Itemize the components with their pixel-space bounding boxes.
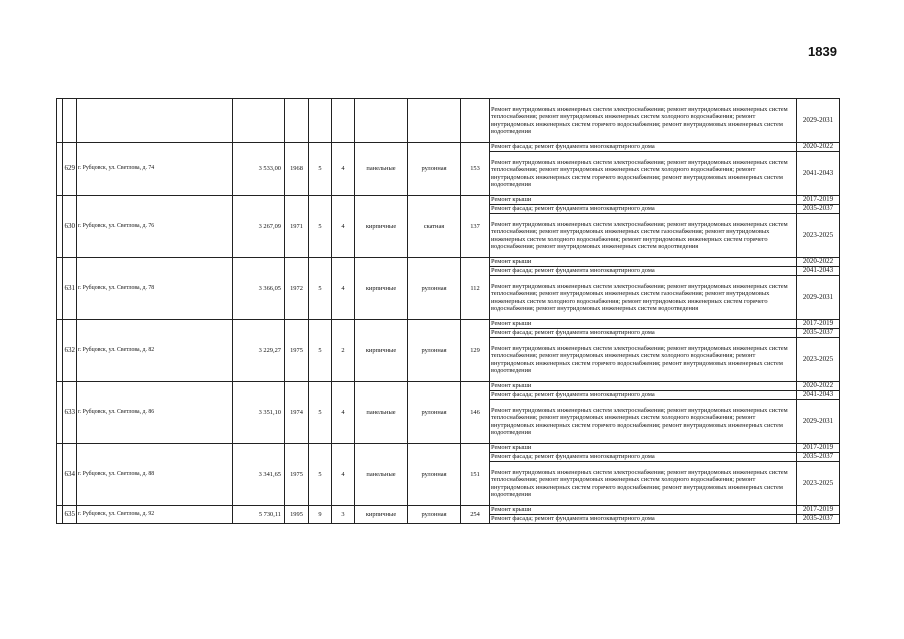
house-address: г. Рубцовск, ул. Светлова, д. 86	[77, 382, 233, 444]
work-description: Ремонт крыши	[490, 320, 797, 329]
build-year: 1995	[285, 506, 309, 524]
work-period: 2017-2019	[797, 506, 840, 515]
wall-material: панельные	[355, 143, 408, 196]
work-description: Ремонт фасада; ремонт фундамента многоквартирного дома	[490, 515, 797, 524]
roof-type: рулонная	[408, 444, 461, 506]
apartments-count: 151	[461, 444, 490, 506]
work-period: 2020-2022	[797, 382, 840, 391]
work-description: Ремонт фасада; ремонт фундамента многоквартирного дома	[490, 391, 797, 400]
work-description: Ремонт внутридомовых инженерных систем электроснабжения; ремонт внутридомовых инженерных систем теплоснабжения; ремонт внутридомовых инженерных систем холодного водоснабжения; ремонт внутридомовых инженерных систем горячего водоснабжения; ремонт внутридомовых инженерных систем водоотведения	[490, 99, 797, 143]
row-number: 632	[63, 320, 77, 382]
apartments-count: 254	[461, 506, 490, 524]
empty-cell	[461, 99, 490, 143]
entrances-count: 4	[332, 444, 355, 506]
empty-cell	[63, 99, 77, 143]
build-year: 1971	[285, 196, 309, 258]
work-period: 2041-2043	[797, 391, 840, 400]
total-area: 3 351,10	[233, 382, 285, 444]
work-description: Ремонт фасада; ремонт фундамента многоквартирного дома	[490, 329, 797, 338]
work-description: Ремонт крыши	[490, 382, 797, 391]
build-year: 1975	[285, 444, 309, 506]
build-year: 1974	[285, 382, 309, 444]
roof-type: рулонная	[408, 506, 461, 524]
total-area: 3 366,05	[233, 258, 285, 320]
apartments-count: 112	[461, 258, 490, 320]
house-address: г. Рубцовск, ул. Светлова, д. 88	[77, 444, 233, 506]
wall-material: кирпичные	[355, 320, 408, 382]
work-period: 2023-2025	[797, 338, 840, 382]
work-period: 2017-2019	[797, 444, 840, 453]
house-address: г. Рубцовск, ул. Светлова, д. 74	[77, 143, 233, 196]
house-address: г. Рубцовск, ул. Светлова, д. 92	[77, 506, 233, 524]
empty-cell	[408, 99, 461, 143]
work-description: Ремонт фасада; ремонт фундамента многоквартирного дома	[490, 267, 797, 276]
work-period: 2029-2031	[797, 99, 840, 143]
build-year: 1975	[285, 320, 309, 382]
apartments-count: 153	[461, 143, 490, 196]
floors-count: 9	[309, 506, 332, 524]
roof-type: рулонная	[408, 258, 461, 320]
wall-material: панельные	[355, 444, 408, 506]
apartments-count: 129	[461, 320, 490, 382]
work-period: 2029-2031	[797, 400, 840, 444]
total-area: 3 341,65	[233, 444, 285, 506]
page-number: 1839	[808, 44, 837, 59]
apartments-count: 137	[461, 196, 490, 258]
table-row	[57, 196, 840, 205]
work-period: 2035-2037	[797, 205, 840, 214]
work-period: 2020-2022	[797, 143, 840, 152]
work-description: Ремонт внутридомовых инженерных систем электроснабжения; ремонт внутридомовых инженерных систем теплоснабжения; ремонт внутридомовых инженерных систем холодного водоснабжения; ремонт внутридомовых инженерных систем горячего водоснабжения; ремонт внутридомовых инженерных систем водоотведения	[490, 152, 797, 196]
row-number: 630	[63, 196, 77, 258]
entrances-count: 4	[332, 258, 355, 320]
roof-type: рулонная	[408, 143, 461, 196]
work-description: Ремонт крыши	[490, 444, 797, 453]
row-number: 634	[63, 444, 77, 506]
table-row	[57, 258, 840, 267]
work-description: Ремонт фасада; ремонт фундамента многоквартирного дома	[490, 205, 797, 214]
work-description: Ремонт внутридомовых инженерных систем электроснабжения; ремонт внутридомовых инженерных систем теплоснабжения; ремонт внутридомовых инженерных систем холодного водоснабжения; ремонт внутридомовых инженерных систем горячего водоснабжения; ремонт внутридомовых инженерных систем водоотведения	[490, 400, 797, 444]
work-period: 2041-2043	[797, 152, 840, 196]
work-period: 2035-2037	[797, 515, 840, 524]
work-description: Ремонт внутридомовых инженерных систем электроснабжения; ремонт внутридомовых инженерных систем теплоснабжения; ремонт внутридомовых инженерных систем холодного водоснабжения; ремонт внутридомовых инженерных систем горячего водоснабжения; ремонт внутридомовых инженерных систем водоотведения	[490, 338, 797, 382]
work-period: 2041-2043	[797, 267, 840, 276]
table-row	[57, 99, 840, 143]
empty-cell	[77, 99, 233, 143]
apartments-count: 146	[461, 382, 490, 444]
work-description: Ремонт крыши	[490, 506, 797, 515]
work-period: 2029-2031	[797, 276, 840, 320]
table-row	[57, 506, 840, 515]
work-description: Ремонт фасада; ремонт фундамента многоквартирного дома	[490, 453, 797, 462]
work-period: 2035-2037	[797, 329, 840, 338]
total-area: 3 229,27	[233, 320, 285, 382]
work-period: 2017-2019	[797, 320, 840, 329]
total-area: 3 267,09	[233, 196, 285, 258]
row-number: 633	[63, 382, 77, 444]
entrances-count: 4	[332, 143, 355, 196]
roof-type: скатная	[408, 196, 461, 258]
floors-count: 5	[309, 444, 332, 506]
table-row	[57, 320, 840, 329]
wall-material: кирпичные	[355, 196, 408, 258]
work-period: 2020-2022	[797, 258, 840, 267]
total-area: 5 730,11	[233, 506, 285, 524]
entrances-count: 3	[332, 506, 355, 524]
work-description: Ремонт внутридомовых инженерных систем электроснабжения; ремонт внутридомовых инженерных систем теплоснабжения; ремонт внутридомовых инженерных систем газоснабжения; ремонт внутридомовых инженерных систем холодного водоснабжения; ремонт внутридомовых инженерных систем горячего водоснабжения; ремонт внутридомовых инженерных систем водоотведения	[490, 276, 797, 320]
roof-type: рулонная	[408, 382, 461, 444]
house-address: г. Рубцовск, ул. Светлова, д. 78	[77, 258, 233, 320]
wall-material: кирпичные	[355, 506, 408, 524]
entrances-count: 4	[332, 196, 355, 258]
entrances-count: 4	[332, 382, 355, 444]
work-period: 2023-2025	[797, 462, 840, 506]
row-number: 629	[63, 143, 77, 196]
work-description: Ремонт фасада; ремонт фундамента многоквартирного дома	[490, 143, 797, 152]
empty-cell	[332, 99, 355, 143]
table-row	[57, 382, 840, 391]
wall-material: панельные	[355, 382, 408, 444]
build-year: 1972	[285, 258, 309, 320]
work-description: Ремонт крыши	[490, 196, 797, 205]
floors-count: 5	[309, 196, 332, 258]
house-address: г. Рубцовск, ул. Светлова, д. 82	[77, 320, 233, 382]
row-number: 635	[63, 506, 77, 524]
table-row	[57, 143, 840, 152]
work-period: 2017-2019	[797, 196, 840, 205]
work-description: Ремонт внутридомовых инженерных систем электроснабжения; ремонт внутридомовых инженерных систем теплоснабжения; ремонт внутридомовых инженерных систем холодного водоснабжения; ремонт внутридомовых инженерных систем горячего водоснабжения; ремонт внутридомовых инженерных систем водоотведения	[490, 462, 797, 506]
empty-cell	[355, 99, 408, 143]
row-number: 631	[63, 258, 77, 320]
floors-count: 5	[309, 143, 332, 196]
total-area: 3 533,00	[233, 143, 285, 196]
work-period: 2023-2025	[797, 214, 840, 258]
work-description: Ремонт внутридомовых инженерных систем электроснабжения; ремонт внутридомовых инженерных систем теплоснабжения; ремонт внутридомовых инженерных систем газоснабжения; ремонт внутридомовых инженерных систем холодного водоснабжения; ремонт внутридомовых инженерных систем горячего водоснабжения; ремонт внутридомовых инженерных систем водоотведения	[490, 214, 797, 258]
work-period: 2035-2037	[797, 453, 840, 462]
wall-material: кирпичные	[355, 258, 408, 320]
empty-cell	[309, 99, 332, 143]
floors-count: 5	[309, 320, 332, 382]
roof-type: рулонная	[408, 320, 461, 382]
empty-cell	[285, 99, 309, 143]
floors-count: 5	[309, 258, 332, 320]
house-address: г. Рубцовск, ул. Светлова, д. 76	[77, 196, 233, 258]
work-description: Ремонт крыши	[490, 258, 797, 267]
entrances-count: 2	[332, 320, 355, 382]
build-year: 1968	[285, 143, 309, 196]
empty-cell	[233, 99, 285, 143]
table-row	[57, 444, 840, 453]
housing-registry-table	[56, 98, 840, 524]
floors-count: 5	[309, 382, 332, 444]
